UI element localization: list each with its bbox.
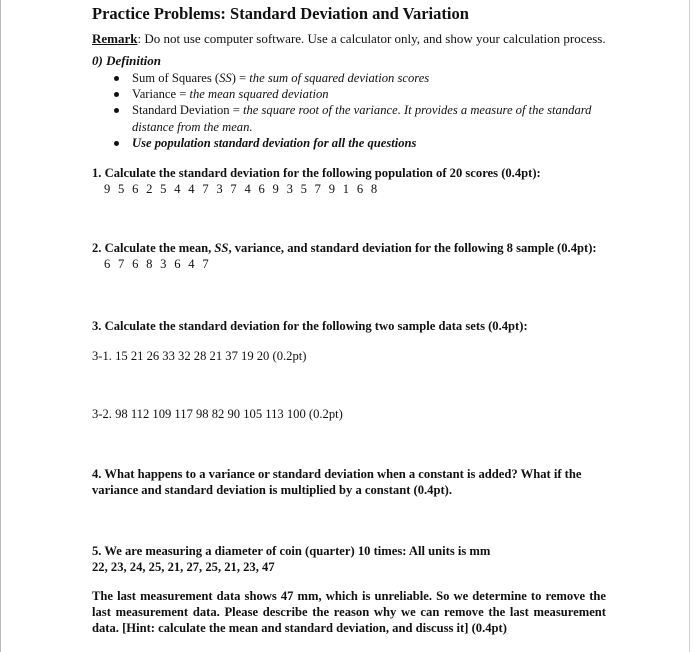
remark-text: : Do not use computer software. Use a calculator only, and show your calculation process. xyxy=(137,31,606,46)
definition-item-ss: Sum of Squares (SS) = the sum of squared deviation scores xyxy=(114,70,624,86)
question-4-line-2: variance and standard deviation is multiplied by a constant (0.4pt). xyxy=(92,483,453,497)
question-4-line-1: 4. What happens to a variance or standard deviation when a constant is added? What if the xyxy=(92,467,582,481)
question-5-paragraph: The last measurement data shows 47 mm, which is unreliable. So we determine to remove the last measurement data. Please describe the reason why we can remove the last measurement data. [Hint: calculate the mean and standard deviation, and discuss it] (0.4pt) xyxy=(92,589,606,635)
question-2: 2. Calculate the mean, SS, variance, and standard deviation for the following 8 sample (0.4pt): xyxy=(92,241,597,255)
question-5-line-1: 5. We are measuring a diameter of coin (quarter) 10 times: All units is mm xyxy=(92,544,491,558)
question-3-set-1: 3-1. 15 21 26 33 32 28 21 37 19 20 (0.2pt) xyxy=(92,349,307,363)
page-title: Practice Problems: Standard Deviation and Variation xyxy=(92,4,469,23)
question-1-data: 9 5 6 2 5 4 4 7 3 7 4 6 9 3 5 7 9 1 6 8 xyxy=(104,182,378,196)
question-3: 3. Calculate the standard deviation for the following two sample data sets (0.4pt): xyxy=(92,319,528,333)
question-5-data: 22, 23, 24, 25, 21, 27, 25, 21, 23, 47 xyxy=(92,560,275,574)
definition-item-variance: Variance = the mean squared deviation xyxy=(114,86,624,102)
question-3-set-2: 3-2. 98 112 109 117 98 82 90 105 113 100 (0.2pt) xyxy=(92,407,343,421)
right-edge-strip xyxy=(689,0,700,652)
bullet-icon xyxy=(114,108,119,113)
definition-heading: 0) Definition xyxy=(92,53,161,68)
question-1: 1. Calculate the standard deviation for the following population of 20 scores (0.4pt): xyxy=(92,166,541,180)
left-edge-line xyxy=(0,0,1,652)
bullet-icon xyxy=(114,141,119,146)
definition-item-note: Use population standard deviation for all the questions xyxy=(114,135,624,151)
remark-line xyxy=(92,31,606,47)
remark-label: Remark xyxy=(92,31,138,46)
bullet-icon xyxy=(114,92,119,97)
definition-list xyxy=(114,70,624,151)
bullet-icon xyxy=(114,76,119,81)
question-2-data: 6 7 6 8 3 6 4 7 xyxy=(104,257,209,271)
definition-item-sd: Standard Deviation = the square root of the variance. It provides a measure of the standard distance from the mean. xyxy=(114,102,624,134)
